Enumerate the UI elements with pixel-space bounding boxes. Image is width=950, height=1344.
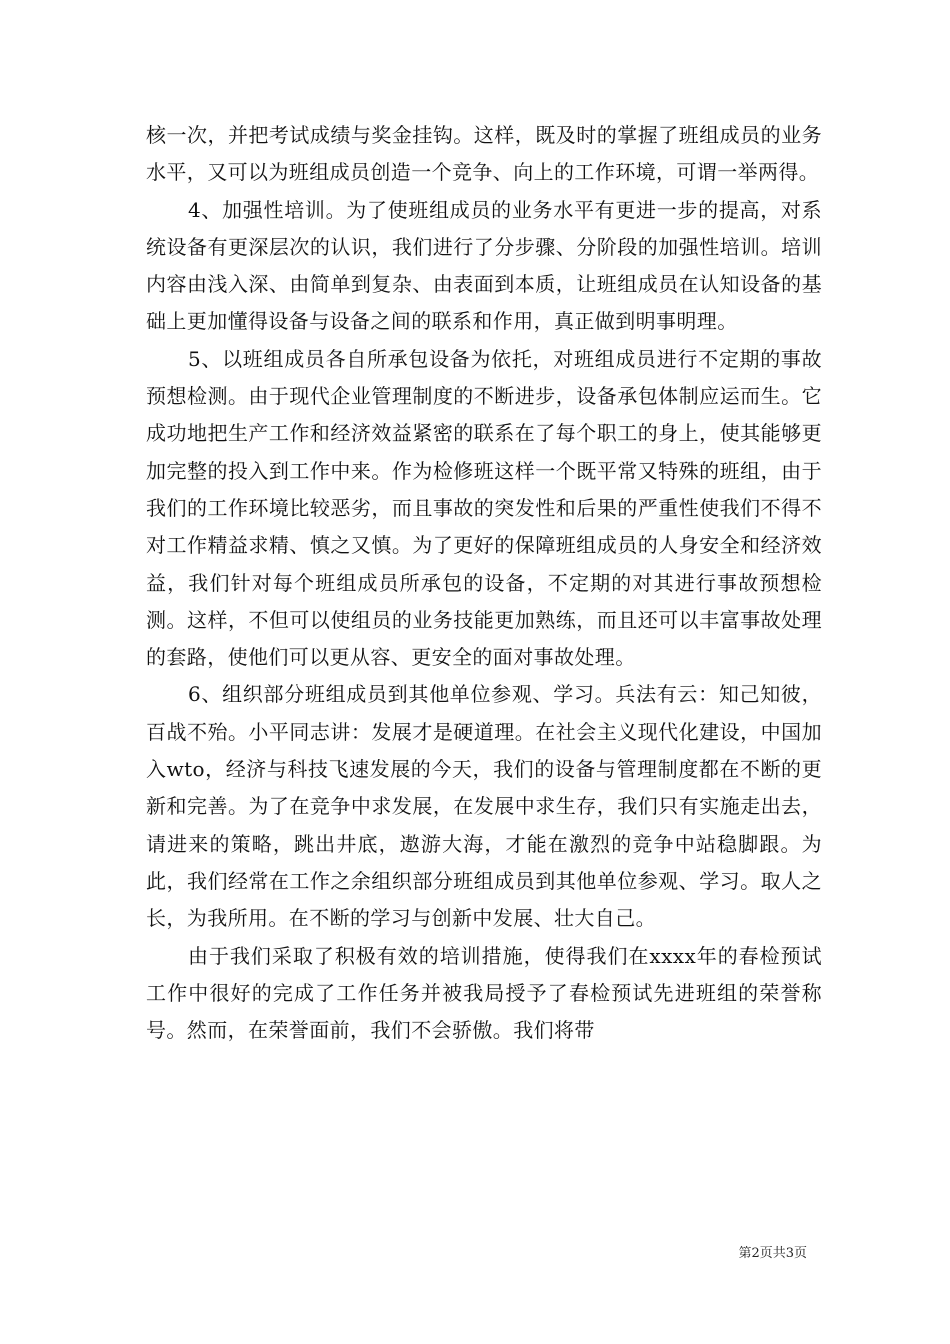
paragraph-continuation: 核一次，并把考试成绩与奖金挂钩。这样，既及时的掌握了班组成员的业务水平，又可以为班组成员创造一个竞争、向上的工作环境，可谓一举两得。 [146, 123, 822, 185]
paragraph-item-5: 5、以班组成员各自所承包设备为依托，对班组成员进行不定期的事故预想检测。由于现代企业管理制度的不断进步，设备承包体制应运而生。它成功地把生产工作和经济效益紧密的联系在了每个职工的身上，使其能够更加完整的投入到工作中来。作为检修班这样一个既平常又特殊的班组，由于我们的工作环境比较恶劣，而且事故的突发性和后果的严重性使我们不得不对工作精益求精、慎之又慎。为了更好的保障班组成员的人身安全和经济效益，我们针对每个班组成员所承包的设备，不定期的对其进行事故预想检测。这样，不但可以使组员的业务技能更加熟练，而且还可以丰富事故处理的套路，使他们可以更从容、更安全的面对事故处理。 [146, 346, 822, 670]
paragraph-conclusion: 由于我们采取了积极有效的培训措施，使得我们在xxxx年的春检预试工作中很好的完成了工作任务并被我局授予了春检预试先进班组的荣誉称号。然而，在荣誉面前，我们不会骄傲。我们将带 [146, 943, 822, 1043]
page-number: 第2页共3页 [738, 1246, 807, 1261]
paragraph-item-4: 4、加强性培训。为了使班组成员的业务水平有更进一步的提高，对系统设备有更深层次的认识，我们进行了分步骤、分阶段的加强性培训。培训内容由浅入深、由简单到复杂、由表面到本质，让班组成员在认知设备的基础上更加懂得设备与设备之间的联系和作用，真正做到明事明理。 [146, 197, 822, 334]
paragraph-item-6: 6、组织部分班组成员到其他单位参观、学习。兵法有云：知己知彼，百战不殆。小平同志讲：发展才是硬道理。在社会主义现代化建设，中国加入wto，经济与科技飞速发展的今天，我们的设备与管理制度都在不断的更新和完善。为了在竞争中求发展，在发展中求生存，我们只有实施走出去，请进来的策略，跳出井底，遨游大海，才能在激烈的竞争中站稳脚跟。为此，我们经常在工作之余组织部分班组成员到其他单位参观、学习。取人之长，为我所用。在不断的学习与创新中发展、壮大自己。 [146, 682, 822, 931]
document-body [146, 117, 822, 1049]
